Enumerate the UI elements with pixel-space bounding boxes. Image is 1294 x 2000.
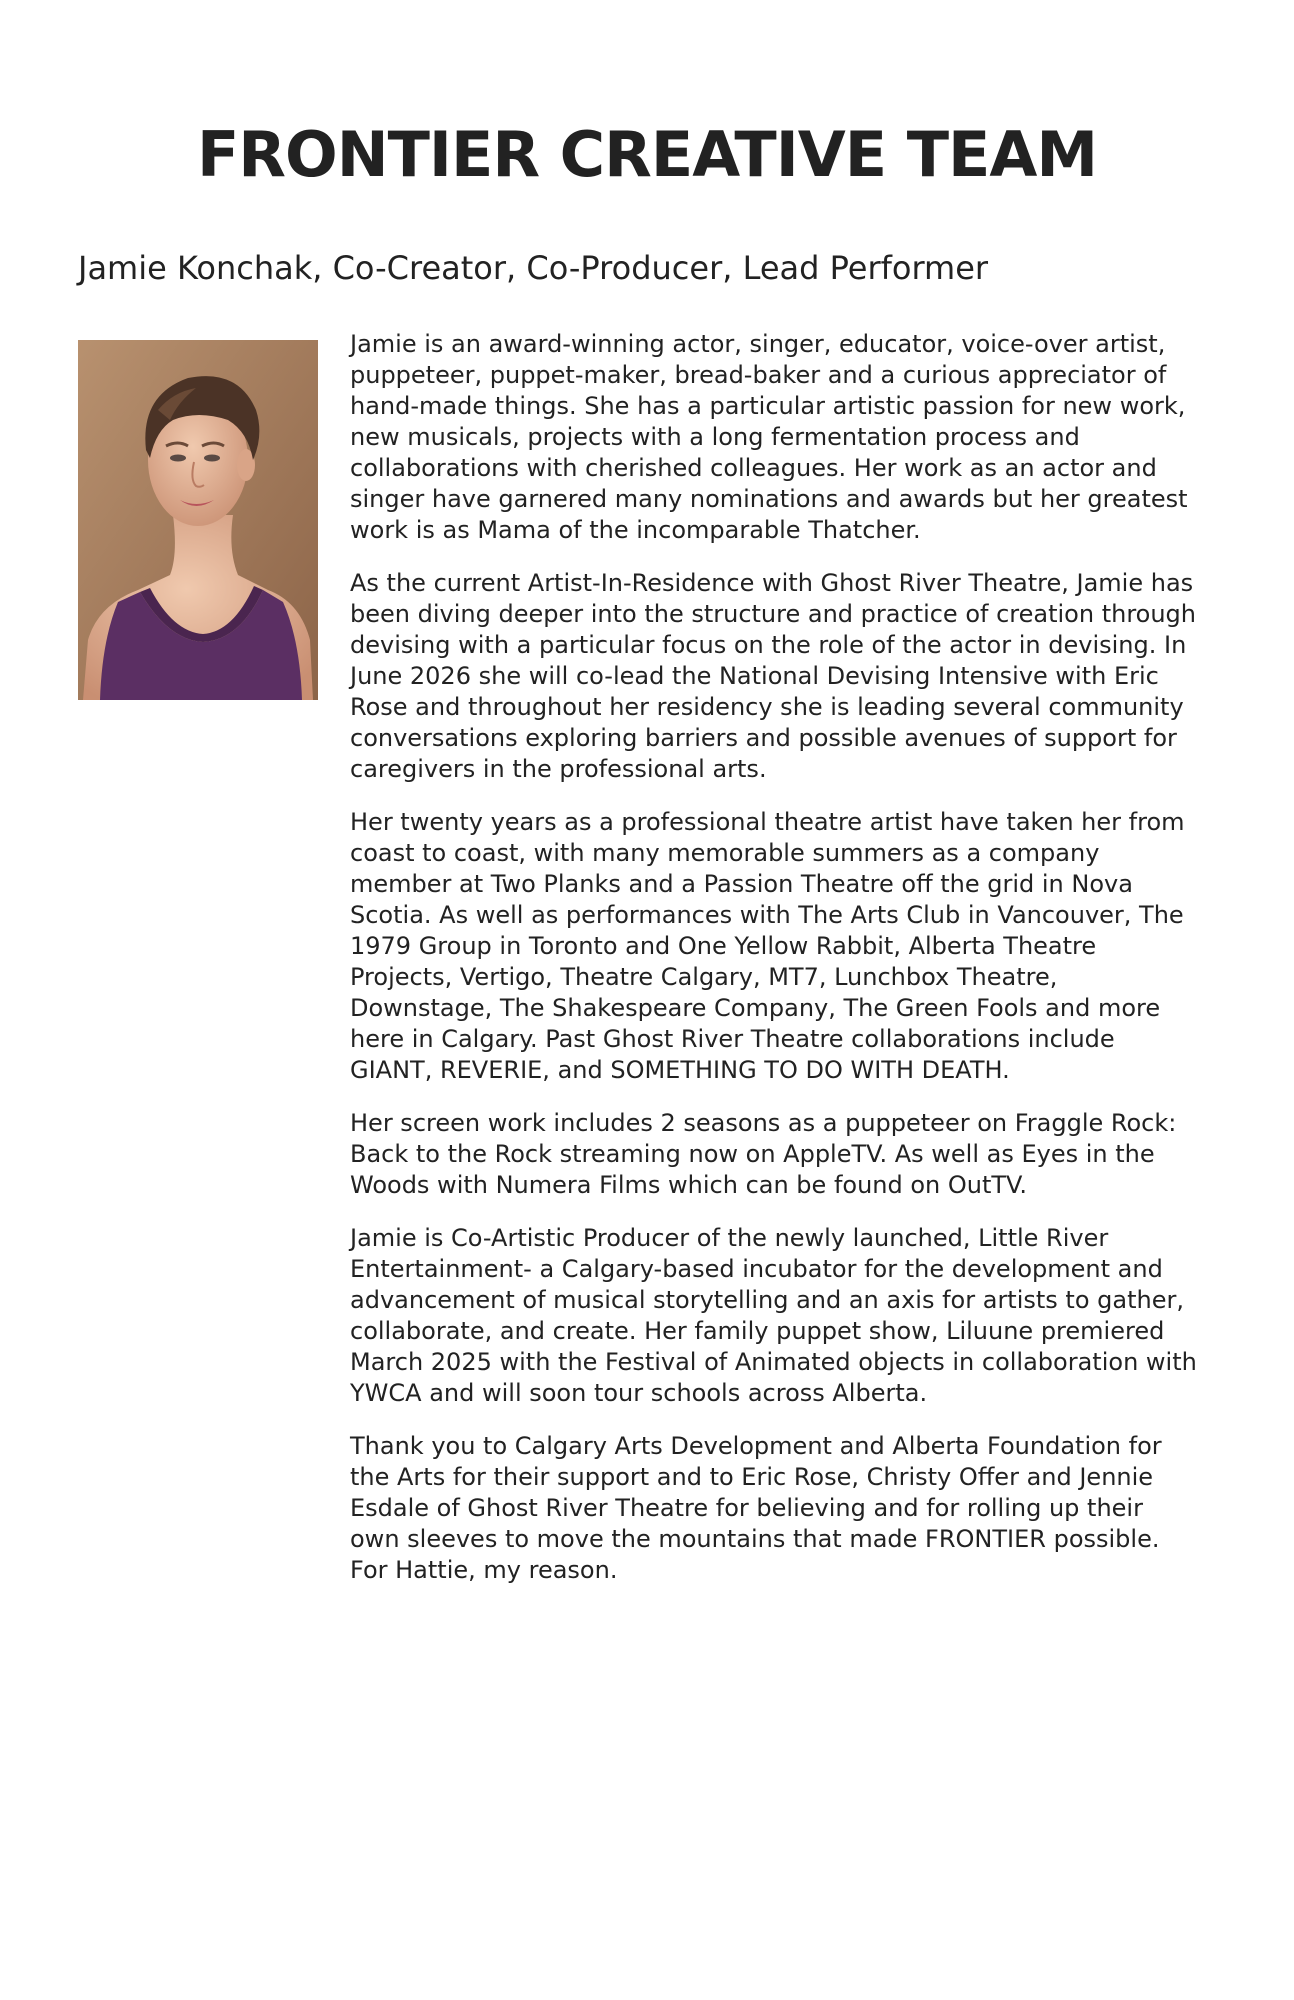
portrait-illustration xyxy=(78,340,318,700)
person-heading: Jamie Konchak, Co-Creator, Co-Producer, Lead Performer xyxy=(78,249,989,287)
bio-text xyxy=(350,329,1200,1608)
page-title: FRONTIER CREATIVE TEAM xyxy=(196,118,1098,191)
bio-paragraph: Jamie is an award-winning actor, singer, educator, voice-over artist, puppeteer, puppet-maker, bread-baker and a curious appreciator of hand-made things. She has a particular artistic passion for new work, new musicals, projects with a long fermentation process and collaborations with cherished colleagues. Her work as an actor and singer have garnered many nominations and awards but her greatest work is as Mama of the incomparable Thatcher. xyxy=(350,330,1188,544)
bio-paragraph: Jamie is Co-Artistic Producer of the newly launched, Little River Entertainment- a Calgary-based incubator for the development and advancement of musical storytelling and an axis for artists to gather, collaborate, and create. Her family puppet show, Liluune premiered March 2025 with the Festival of Animated objects in collaboration with YWCA and will soon tour schools across Alberta. xyxy=(350,1224,1197,1407)
portrait-photo xyxy=(78,340,318,700)
bio-paragraph: As the current Artist-In-Residence with Ghost River Theatre, Jamie has been diving deeper into the structure and practice of creation through devising with a particular focus on the role of the actor in devising. In June 2026 she will co-lead the National Devising Intensive with Eric Rose and throughout her residency she is leading several community conversations exploring barriers and possible avenues of support for caregivers in the professional arts. xyxy=(350,569,1196,783)
bio-paragraph: Her twenty years as a professional theatre artist have taken her from coast to coast, with many memorable summers as a company member at Two Planks and a Passion Theatre off the grid in Nova Scotia. As well as performances with The Arts Club in Vancouver, The 1979 Group in Toronto and One Yellow Rabbit, Alberta Theatre Projects, Vertigo, Theatre Calgary, MT7, Lunchbox Theatre, Downstage, The Shakespeare Company, The Green Fools and more here in Calgary. Past Ghost River Theatre collaborations include GIANT, REVERIE, and SOMETHING TO DO WITH DEATH. xyxy=(350,808,1185,1084)
bio-paragraph: Her screen work includes 2 seasons as a puppeteer on Fraggle Rock: Back to the Rock streaming now on AppleTV. As well as Eyes in the Woods with Numera Films which can be found on OutTV. xyxy=(350,1109,1177,1199)
bio-paragraph: Thank you to Calgary Arts Development and Alberta Foundation for the Arts for their support and to Eric Rose, Christy Offer and Jennie Esdale of Ghost River Theatre for believing and for rolling up their own sleeves to move the mountains that made FRONTIER possible. For Hattie, my reason. xyxy=(350,1432,1162,1584)
